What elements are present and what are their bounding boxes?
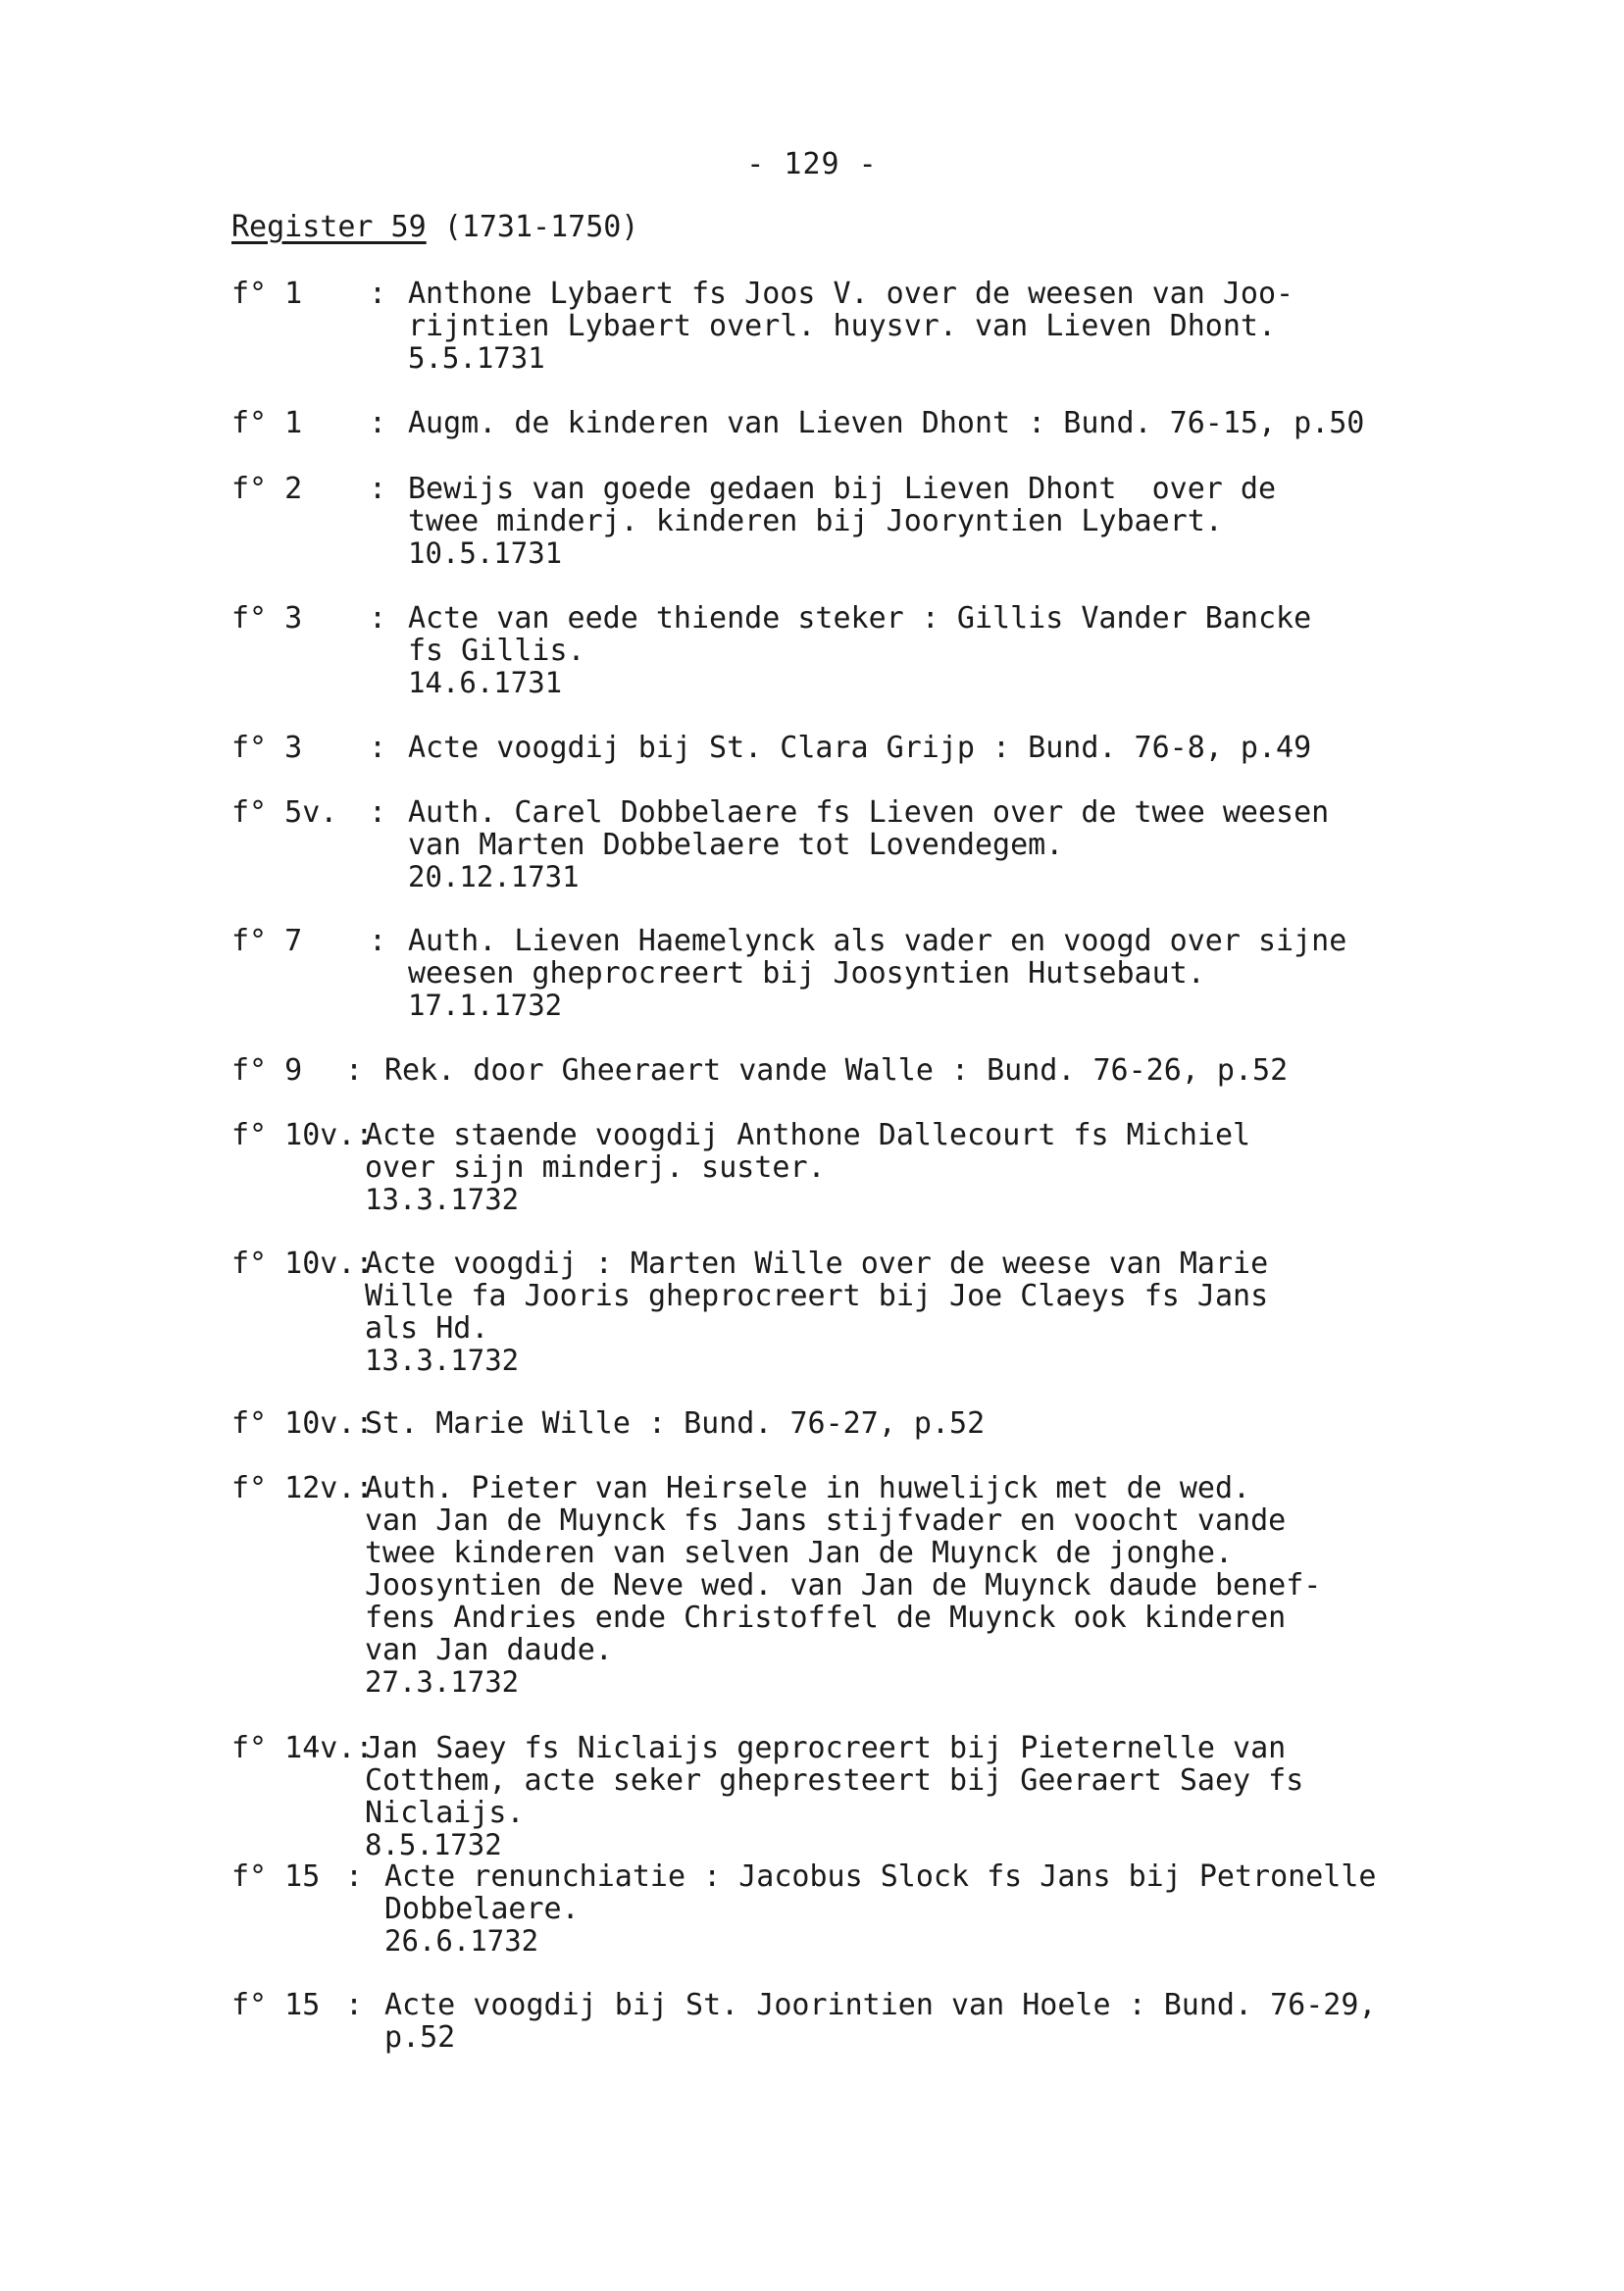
entry-text [365,1407,1473,1440]
entry-line: over sijn minderj. suster. [365,1150,826,1185]
separator: : [369,924,387,958]
entry-line: Acte voogdij bij St. Clara Grijp : Bund. 76-8, p.49 [408,731,1312,765]
folio-reference: f° 10v.: [231,1247,374,1281]
entry-line: Rek. door Gheeraert vande Walle : Bund. 76-26, p.52 [384,1053,1289,1088]
entry-line: Niclaijs. [365,1796,525,1830]
entry-line: Auth. Pieter van Heirsele in huwelijck met de wed. [365,1471,1251,1505]
entry-text [408,473,1516,570]
folio-reference: f° 15 [231,1988,321,2022]
folio-reference: f° 1 [231,406,303,440]
entry-text [408,602,1516,699]
entry-line: Acte van eede thiende steker : Gillis Vander Bancke [408,601,1312,636]
entry-line: Acte voogdij bij St. Joorintien van Hoele : Bund. 76-29, [384,1988,1377,2022]
entry-text [365,1472,1473,1699]
folio-reference: f° 15 [231,1859,321,1894]
folio-reference: f° 1 [231,277,303,311]
folio-reference: f° 12v.: [231,1471,374,1505]
entry-date: 26.6.1732 [384,1924,539,1958]
entry-line: St. Marie Wille : Bund. 76-27, p.52 [365,1406,986,1441]
entry-text [384,1860,1493,1958]
folio-reference: f° 2 [231,472,303,506]
folio-reference: f° 3 [231,601,303,636]
entry-line: Auth. Carel Dobbelaere fs Lieven over de twee weesen [408,795,1330,830]
entry-line: Wille fa Jooris gheprocreert bij Joe Claeys fs Jans [365,1279,1269,1313]
folio-reference: f° 9 [231,1053,303,1088]
register-years: (1731-1750) [443,210,639,244]
entry-date: 10.5.1731 [408,536,563,570]
separator: : [369,795,387,830]
folio-reference: f° 10v.: [231,1118,374,1152]
entry-text [408,278,1516,375]
entry-date: 13.3.1732 [365,1183,520,1216]
separator: : [345,1053,364,1088]
entry-text [384,1989,1493,2054]
entry-date: 14.6.1731 [408,666,563,699]
entry-text [408,796,1516,893]
entry-date: 17.1.1732 [408,989,563,1022]
entry-line: van Jan de Muynck fs Jans stijfvader en voocht vande [365,1503,1287,1538]
entry-line: Acte voogdij : Marten Wille over de weese van Marie [365,1247,1269,1281]
entry-date: 13.3.1732 [365,1344,520,1377]
entry-date: 20.12.1731 [408,860,580,893]
entry-line: twee kinderen van selven Jan de Muynck de jonghe. [365,1536,1234,1570]
entry-line: twee minderj. kinderen bij Jooryntien Lybaert. [408,504,1223,538]
register-heading [231,210,638,244]
entry-line: fens Andries ende Christoffel de Muynck ook kinderen [365,1601,1287,1635]
entry-text [384,1054,1493,1087]
separator: : [369,731,387,765]
separator: : [369,277,387,311]
entry-text [365,1119,1473,1216]
separator: : [345,1859,364,1894]
entry-text [365,1247,1473,1377]
register-label: Register 59 [231,210,427,244]
entry-line: fs Gillis. [408,634,585,668]
entry-line: p.52 [384,2020,456,2055]
entry-line: Joosyntien de Neve wed. van Jan de Muynck daude benef- [365,1568,1322,1603]
entry-line: Acte staende voogdij Anthone Dallecourt fs Michiel [365,1118,1251,1152]
folio-reference: f° 14v.: [231,1731,374,1765]
entry-line: weesen gheprocreert bij Joosyntien Hutsebaut. [408,956,1205,991]
entry-text [408,732,1516,764]
entry-line: Auth. Lieven Haemelynck als vader en voogd over sijne [408,924,1347,958]
entry-text [408,407,1516,439]
entry-line: Dobbelaere. [384,1892,580,1926]
page-number: - 129 - [746,147,878,181]
separator: : [369,601,387,636]
entry-line: Anthone Lybaert fs Joos V. over de weesen van Joo- [408,277,1294,311]
entry-line: van Marten Dobbelaere tot Lovendegem. [408,828,1064,862]
entry-date: 27.3.1732 [365,1665,520,1699]
entry-line: Augm. de kinderen van Lieven Dhont : Bund. 76-15, p.50 [408,406,1365,440]
folio-reference: f° 5v. [231,795,338,830]
entry-line: Cotthem, acte seker ghepresteert bij Geeraert Saey fs [365,1763,1304,1798]
entry-text [365,1732,1473,1861]
separator: : [369,472,387,506]
entry-line: rijntien Lybaert overl. huysvr. van Lieven Dhont. [408,309,1277,343]
entry-line: Jan Saey fs Niclaijs geprocreert bij Pieternelle van [365,1731,1287,1765]
separator: : [345,1988,364,2022]
folio-reference: f° 3 [231,731,303,765]
entry-line: Bewijs van goede gedaen bij Lieven Dhont over de [408,472,1277,506]
entry-line: als Hd. [365,1311,489,1346]
entry-date: 5.5.1731 [408,341,545,375]
entry-line: van Jan daude. [365,1633,613,1667]
separator: : [369,406,387,440]
entry-text [408,925,1516,1022]
entry-line: Acte renunchiatie : Jacobus Slock fs Jans bij Petronelle [384,1859,1377,1894]
folio-reference: f° 7 [231,924,303,958]
folio-reference: f° 10v.: [231,1406,374,1441]
entry-date: 8.5.1732 [365,1828,502,1861]
